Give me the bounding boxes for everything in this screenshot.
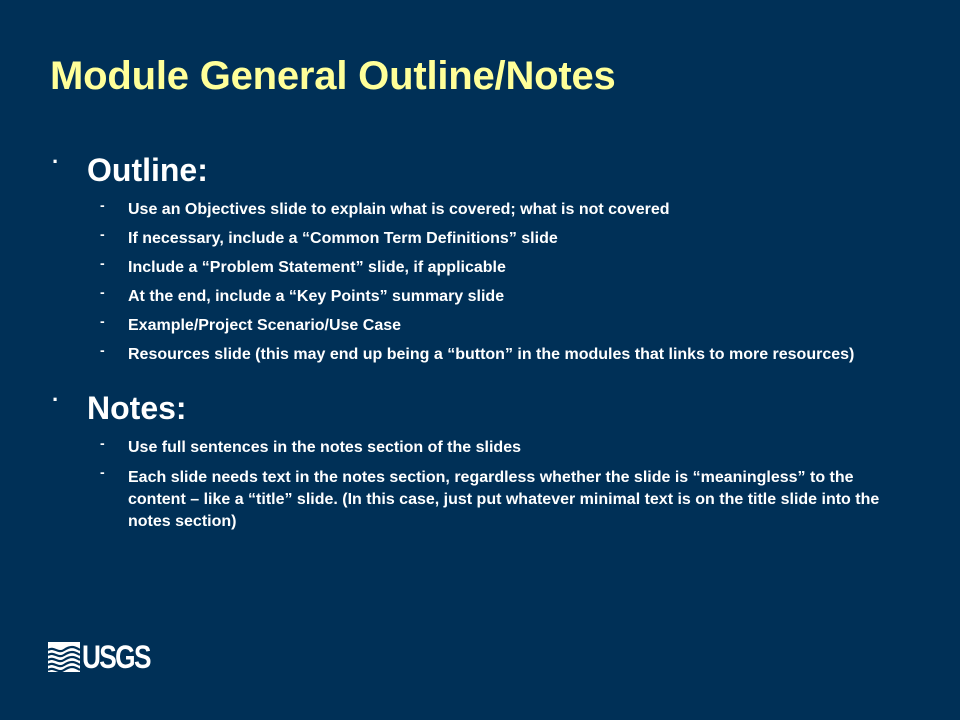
dash-bullet-icon: -	[100, 197, 105, 213]
list-item-text: At the end, include a “Key Points” summary slide	[128, 288, 505, 305]
list-item-text: Example/Project Scenario/Use Case	[128, 317, 402, 334]
notes-heading	[52, 388, 912, 430]
usgs-wave-icon	[48, 642, 80, 672]
list-item	[52, 464, 912, 533]
list-item-text: Resources slide (this may end up being a “button” in the modules that links to more resources)	[128, 346, 855, 363]
list-item-text: Each slide needs text in the notes section, regardless whether the slide is “meaningless” to the content – like a “title” slide. (In this case, just put whatever minimal text is on the title slide into the notes section)	[128, 469, 880, 530]
list-item	[52, 313, 912, 336]
list-item	[52, 284, 912, 307]
outline-heading	[52, 150, 912, 192]
bullet-icon: ·	[52, 149, 60, 174]
dash-bullet-icon: -	[100, 226, 105, 242]
outline-section	[52, 150, 912, 374]
bullet-icon: ·	[52, 387, 60, 412]
list-item	[52, 435, 912, 458]
notes-label: Notes:	[87, 390, 187, 426]
dash-bullet-icon: -	[100, 284, 105, 300]
list-item	[52, 255, 912, 278]
usgs-logo	[48, 641, 165, 673]
list-item-text: Use full sentences in the notes section of the slides	[128, 439, 521, 456]
dash-bullet-icon: -	[100, 255, 105, 271]
dash-bullet-icon: -	[100, 313, 105, 329]
list-item	[52, 197, 912, 220]
dash-bullet-icon: -	[100, 464, 105, 480]
outline-label: Outline:	[87, 152, 208, 188]
list-item-text: Include a “Problem Statement” slide, if applicable	[128, 259, 506, 276]
dash-bullet-icon: -	[100, 342, 105, 358]
list-item-text: Use an Objectives slide to explain what is covered; what is not covered	[128, 201, 670, 218]
list-item-text: If necessary, include a “Common Term Definitions” slide	[128, 230, 558, 247]
notes-list	[52, 435, 912, 533]
list-item	[52, 342, 912, 365]
usgs-logo-text: USGS	[82, 639, 150, 675]
dash-bullet-icon: -	[100, 435, 105, 451]
notes-section	[52, 388, 912, 542]
list-item	[52, 226, 912, 249]
slide-title: Module General Outline/Notes	[50, 54, 616, 98]
outline-list	[52, 197, 912, 365]
